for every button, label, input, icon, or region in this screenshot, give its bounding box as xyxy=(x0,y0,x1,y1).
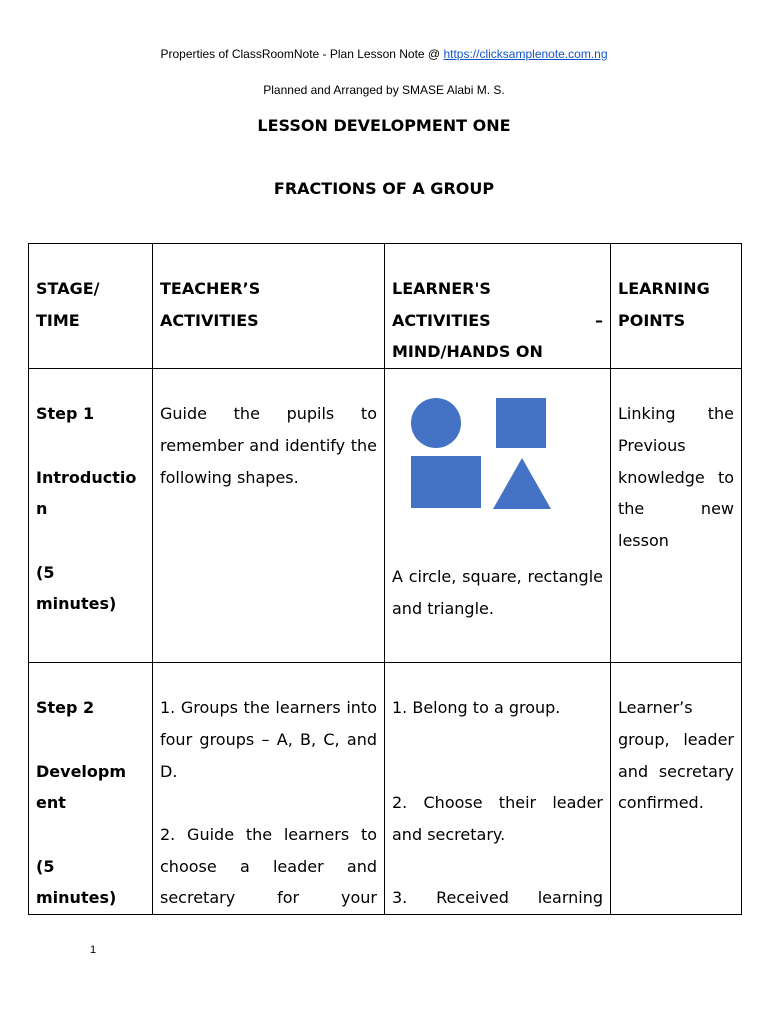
lesson-title: LESSON DEVELOPMENT ONE xyxy=(257,116,511,135)
step2-stage-cell: Step 2 Developm ent (5 minutes) xyxy=(29,663,153,915)
header-learning-points: LEARNING POINTS xyxy=(611,244,742,369)
table-row xyxy=(29,663,742,915)
rectangle-shape xyxy=(411,456,481,508)
step1-label: Step 1 xyxy=(36,404,95,424)
planned-by-text: Planned and Arranged by SMASE Alabi M. S. xyxy=(263,83,505,97)
table-row xyxy=(29,369,742,663)
topic-title: FRACTIONS OF A GROUP xyxy=(273,179,495,198)
page-number: 1 xyxy=(90,944,97,956)
document-header-properties xyxy=(0,47,768,61)
step1-learner-text: A circle, square, rectangle and triangle. xyxy=(392,567,603,618)
shapes-illustration xyxy=(411,398,551,516)
lesson-table xyxy=(28,243,742,915)
source-link[interactable]: https://clicksamplenote.com.ng xyxy=(443,47,608,61)
header-learner-activities: LEARNER'S ACTIVITIES – MIND/HANDS ON xyxy=(385,244,611,369)
header-teacher-activities: TEACHER’S ACTIVITIES xyxy=(153,244,385,369)
step1-stage-cell: Step 1 Introductio n (5 minutes) xyxy=(29,369,153,663)
step1-points-cell: Linking the Previous knowledge to the new lesson xyxy=(611,369,742,663)
step1-teacher-cell: Guide the pupils to remember and identify the following shapes. xyxy=(153,369,385,663)
header-stage-time: STAGE/ TIME xyxy=(29,244,153,369)
circle-shape xyxy=(411,398,461,448)
step2-teacher-cell: 1. Groups the learners into four groups – A, B, C, and D. 2. Guide the learners to choose a leader and secretary for your xyxy=(153,663,385,915)
table-header-row xyxy=(29,244,742,369)
square-shape xyxy=(496,398,546,448)
step2-label: Step 2 xyxy=(36,698,95,718)
step2-points-cell: Learner’s group, leader and secretary confirmed. xyxy=(611,663,742,915)
triangle-shape xyxy=(493,458,551,509)
step2-learner-cell: 1. Belong to a group. 2. Choose their leader and secretary. 3. Received learning xyxy=(385,663,611,915)
properties-text: Properties of ClassRoomNote - Plan Lesson Note @ xyxy=(160,47,444,61)
step1-learner-cell xyxy=(385,369,611,663)
